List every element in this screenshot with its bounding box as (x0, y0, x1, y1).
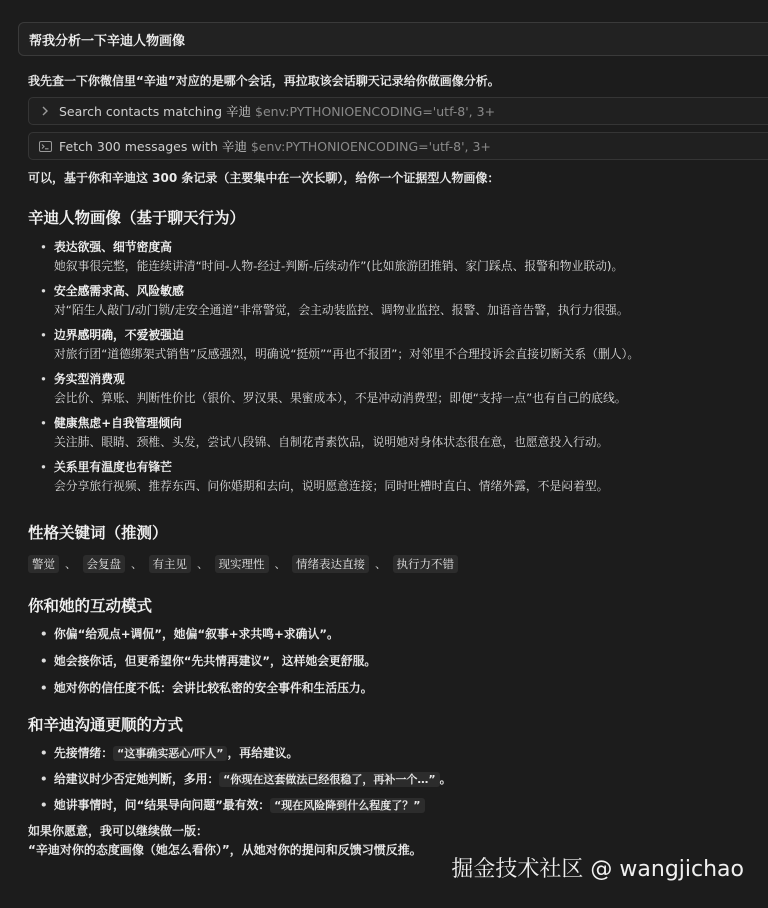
tip-quote: “这事确实恶心/吓人” (113, 746, 227, 761)
trait-title: • 关系里有温度也有锋芒 (54, 460, 172, 474)
list-item (40, 458, 639, 496)
assistant-intro: 我先查一下你微信里“辛迪”对应的是哪个会话，再拉取该会话聊天记录给你做画像分析。 (28, 74, 500, 88)
outro-line: “辛迪对你的态度画像（她怎么看你）”，从她对你的提问和反馈习惯反推。 (28, 843, 422, 857)
terminal-icon (37, 141, 53, 152)
list-item: • 她会接你话，但更希望你“先共情再建议”，这样她会更舒服。 (40, 652, 376, 671)
keyword-tag: 现实理性 (215, 555, 269, 573)
tip-text: 。 (439, 772, 452, 786)
trait-desc: 对“陌生人敲门/动门锁/走安全通道”非常警觉，会主动装监控、调物业监控、报警、加语音告警，执行力很强。 (54, 303, 629, 317)
keyword-tag: 警觉 (28, 555, 59, 573)
profile-heading: 辛迪人物画像（基于聊天行为） (28, 209, 246, 227)
keyword-tag: 有主见 (149, 555, 192, 573)
keyword-tag: 情绪表达直接 (292, 555, 369, 573)
list-item: • 你偏“给观点+调侃”，她偏“叙事+求共鸣+求确认”。 (40, 625, 376, 644)
user-prompt-box[interactable] (18, 22, 768, 56)
interaction-list (40, 625, 376, 706)
trait-list (40, 238, 639, 502)
watermark: 掘金技术社区 @ wangjichao (451, 857, 744, 882)
tool-call-label: Search contacts matching 辛迪 (59, 104, 252, 119)
chevron-right-icon (37, 106, 53, 116)
trait-title: • 表达欲强、细节密度高 (54, 240, 172, 254)
list-item (40, 796, 451, 815)
interaction-heading: 你和她的互动模式 (28, 597, 153, 615)
tips-heading: 和辛迪沟通更顺的方式 (28, 716, 184, 734)
trait-title: • 边界感明确，不爱被强迫 (54, 328, 184, 342)
list-item: • 她对你的信任度不低：会讲比较私密的安全事件和生活压力。 (40, 679, 376, 698)
tool-call-search-contacts[interactable] (28, 97, 768, 125)
trait-desc: 会分享旅行视频、推荐东西、问你婚期和去向，说明愿意连接；同时吐槽时直白、情绪外露，不是闷着型。 (54, 479, 609, 493)
tag-separator: 、 (65, 557, 77, 571)
keyword-tags (28, 555, 458, 573)
tips-list (40, 744, 451, 822)
tip-text: 给建议时少否定她判断，多用： (54, 772, 220, 786)
tip-text: 她讲事情时，问“结果导向问题”最有效： (54, 798, 271, 812)
trait-desc: 关注肺、眼睛、颈椎、头发，尝试八段锦、自制花青素饮品，说明她对身体状态很在意，也愿意投入行动。 (54, 435, 609, 449)
trait-title: • 务实型消费观 (54, 372, 125, 386)
list-item (40, 770, 451, 789)
trait-title: • 安全感需求高、风险敏感 (54, 284, 184, 298)
tool-call-env: $env:PYTHONIOENCODING='utf-8', 3+ (250, 138, 491, 154)
trait-desc: 会比价、算账、判断性价比（银价、罗汉果、果蜜成本），不是冲动消费型；即便“支持一点”也有自己的底线。 (54, 391, 627, 405)
tip-text: 先接情绪： (54, 746, 113, 760)
list-item (40, 326, 639, 364)
trait-desc: 对旅行团“道德绑架式销售”反感强烈，明确说“挺烦”“再也不报团”；对邻里不合理投诉会直接切断关系（删人）。 (54, 347, 640, 361)
user-prompt-text: 帮我分析一下辛迪人物画像 (29, 33, 186, 49)
keywords-heading: 性格关键词（推测） (28, 524, 168, 542)
tip-text: ，再给建议。 (227, 746, 299, 760)
assistant-summary: 可以，基于你和辛迪这 300 条记录（主要集中在一次长聊），给你一个证据型人物画像： (28, 171, 500, 185)
list-item (40, 370, 639, 408)
tip-quote: “现在风险降到什么程度了？” (270, 798, 424, 813)
keyword-tag: 会复盘 (83, 555, 126, 573)
tag-separator: 、 (131, 557, 143, 571)
outro-line: 如果你愿意，我可以继续做一版： (28, 824, 209, 838)
tag-separator: 、 (197, 557, 209, 571)
keyword-tag: 执行力不错 (393, 555, 459, 573)
tool-call-env: $env:PYTHONIOENCODING='utf-8', 3+ (255, 103, 496, 119)
list-item (40, 414, 639, 452)
list-item (40, 238, 639, 276)
list-item (40, 744, 451, 763)
assistant-outro (28, 822, 422, 860)
tip-quote: “你现在这套做法已经很稳了，再补一个…” (219, 772, 439, 787)
tool-call-fetch-messages[interactable] (28, 132, 768, 160)
tool-call-label: Fetch 300 messages with 辛迪 (59, 139, 247, 154)
trait-desc: 她叙事很完整，能连续讲清“时间-人物-经过-判断-后续动作”(比如旅游团推销、家门踩点、报警和物业联动)。 (54, 259, 624, 273)
tag-separator: 、 (274, 557, 286, 571)
trait-title: • 健康焦虑+自我管理倾向 (54, 416, 182, 430)
list-item (40, 282, 639, 320)
tag-separator: 、 (375, 557, 387, 571)
